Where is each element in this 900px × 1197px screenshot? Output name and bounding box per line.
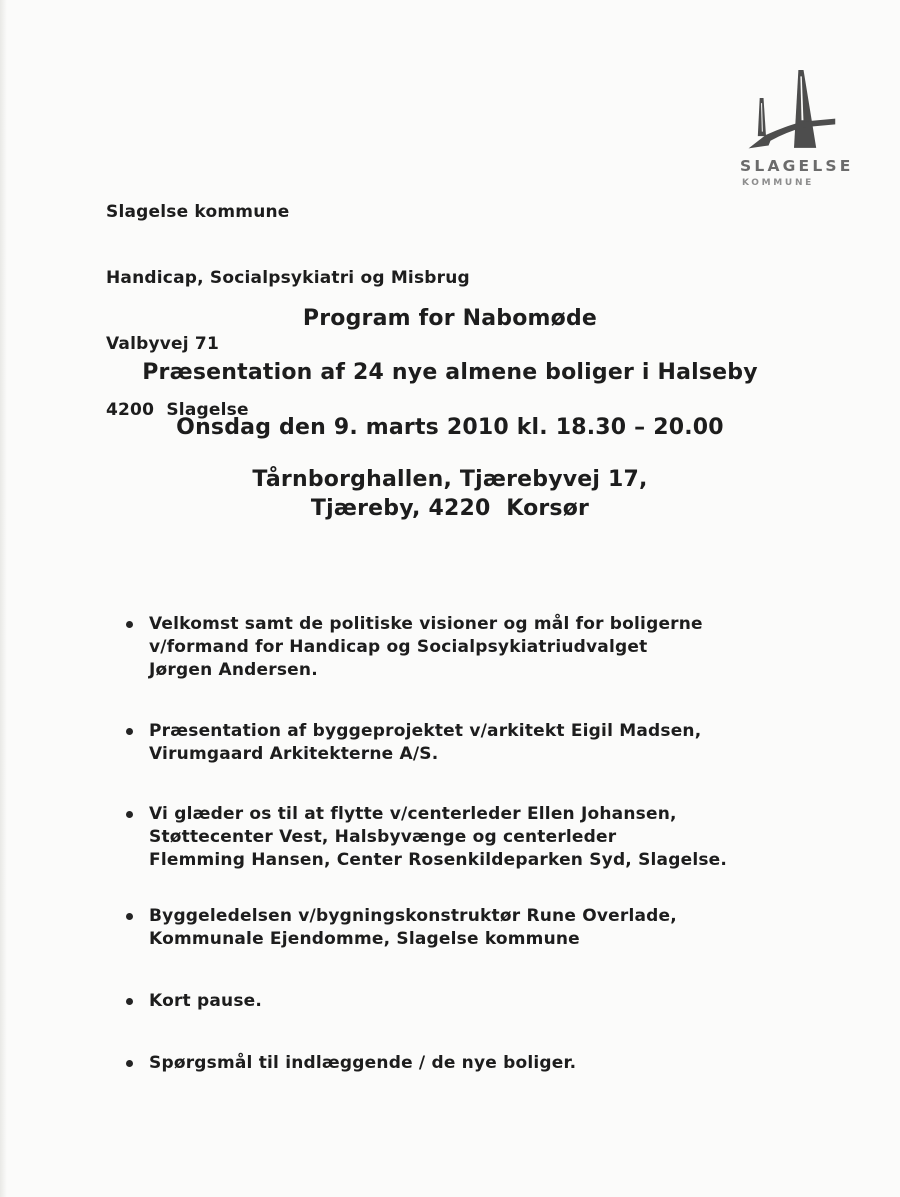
agenda-line: Velkomst samt de politiske visioner og mål for boligerne: [149, 614, 703, 634]
bullet-icon: [126, 1060, 133, 1067]
agenda-line: Kommunale Ejendomme, Slagelse kommune: [149, 929, 580, 949]
agenda-line: Kort pause.: [149, 991, 263, 1011]
agenda-item: [126, 803, 806, 872]
sender-street: Valbyvej 71: [106, 334, 219, 354]
agenda-line: Præsentation af byggeprojektet v/arkitekt Eigil Madsen,: [149, 721, 702, 741]
agenda-item: [126, 613, 806, 682]
agenda-line: Flemming Hansen, Center Rosenkildeparken Syd, Slagelse.: [149, 850, 728, 870]
bullet-icon: [126, 621, 133, 628]
sender-city: 4200 Slagelse: [106, 400, 249, 420]
bullet-icon: [126, 998, 133, 1005]
scan-edge-shading: [0, 0, 7, 1197]
agenda-line: Virumgaard Arkitekterne A/S.: [149, 744, 439, 764]
agenda-line: Byggeledelsen v/bygningskonstruktør Rune Overlade,: [149, 906, 677, 926]
agenda-line: Vi glæder os til at flytte v/centerleder Ellen Johansen,: [149, 804, 677, 824]
bullet-icon: [126, 913, 133, 920]
letterhead: [106, 157, 470, 443]
bullet-icon: [126, 728, 133, 735]
agenda-item: [126, 905, 806, 951]
agenda-item: [126, 1052, 806, 1075]
sender-department: Handicap, Socialpsykiatri og Misbrug: [106, 268, 470, 288]
event-datetime: Onsdag den 9. marts 2010 kl. 18.30 – 20.00: [176, 415, 724, 440]
agenda-line: v/formand for Handicap og Socialpsykiatriudvalget: [149, 637, 648, 657]
bridge-icon: [740, 55, 840, 155]
venue-line-2: Tjæreby, 4220 Korsør: [310, 496, 590, 521]
logo-subtitle: KOMMUNE: [742, 178, 815, 188]
document-subtitle: Præsentation af 24 nye almene boliger i Halseby: [142, 360, 758, 385]
agenda-line: Jørgen Andersen.: [149, 660, 318, 680]
agenda-line: Støttecenter Vest, Halsbyvænge og centerleder: [149, 827, 617, 847]
slagelse-kommune-logo: [740, 55, 854, 188]
sender-name: Slagelse kommune: [106, 202, 290, 222]
agenda-line: Spørgsmål til indlæggende / de nye boliger.: [149, 1053, 577, 1073]
logo-name: SLAGELSE: [740, 157, 854, 175]
agenda-item: [126, 720, 806, 766]
bullet-icon: [126, 811, 133, 818]
venue-line-1: Tårnborghallen, Tjærebyvej 17,: [252, 467, 648, 492]
agenda-item: [126, 990, 806, 1013]
document-title: Program for Nabomøde: [302, 306, 598, 331]
